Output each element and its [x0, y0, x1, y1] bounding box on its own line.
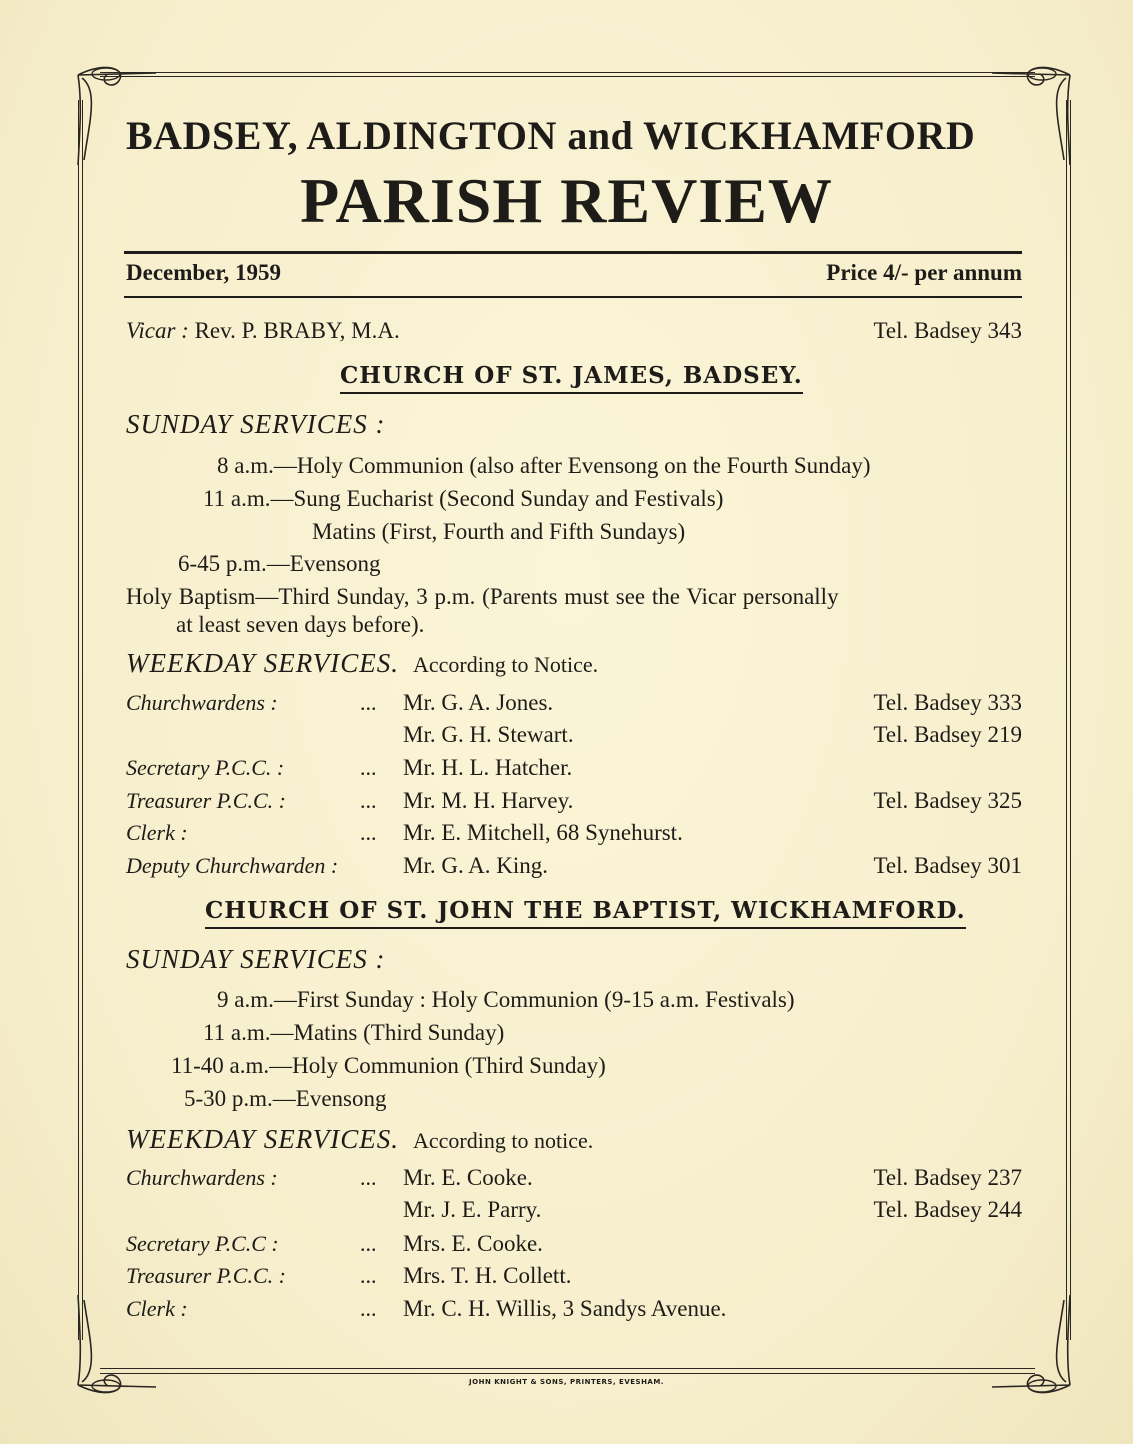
badsey-baptism-line: Holy Baptism—Third Sunday, 3 p.m. (Parents must see the Vicar personally: [126, 584, 839, 609]
officer-role: Churchwardens :: [126, 690, 278, 715]
officer-name: Mrs. E. Cooke.: [403, 1231, 543, 1256]
vicar-line: [126, 318, 400, 344]
issue-price: Price 4/- per annum: [826, 260, 1022, 285]
masthead-rule-top: [124, 251, 1022, 254]
badsey-service: 6-45 p.m.—Evensong: [178, 551, 381, 576]
officer-name: Mr. G. A. King.: [403, 853, 549, 878]
officer-role: Treasurer P.C.C. :: [126, 788, 286, 813]
officer-tel: Tel. Badsey 219: [873, 722, 1022, 747]
weekday-label-text: WEEKDAY SERVICES.: [126, 1124, 399, 1154]
weekday-note: According to notice.: [413, 1128, 594, 1153]
masthead-title: PARISH REVIEW: [300, 165, 833, 236]
officer-tel: Tel. Badsey 244: [873, 1197, 1022, 1222]
officer-name: Mr. C. H. Willis, 3 Sandys Avenue.: [403, 1296, 727, 1321]
officer-role: Deputy Churchwarden :: [126, 853, 339, 878]
leader-dots: ...: [360, 690, 377, 715]
officer-role: Secretary P.C.C :: [126, 1231, 279, 1256]
officer-name: Mr. M. H. Harvey.: [403, 788, 574, 813]
frame-bottom-rule: [100, 1368, 1035, 1369]
officer-name: Mr. G. H. Stewart.: [403, 722, 574, 747]
leader-dots: ...: [360, 820, 377, 845]
officer-tel: Tel. Badsey 333: [873, 690, 1022, 715]
frame-top-rule: [100, 72, 1035, 73]
leader-dots: ...: [360, 1165, 377, 1190]
officer-tel: Tel. Badsey 325: [873, 788, 1022, 813]
issue-date: December, 1959: [126, 260, 281, 285]
officer-role: Clerk :: [126, 820, 188, 845]
badsey-sunday-label: SUNDAY SERVICES :: [126, 409, 386, 439]
officer-name: Mr. J. E. Parry.: [403, 1197, 542, 1222]
officer-tel: Tel. Badsey 237: [873, 1165, 1022, 1190]
wickhamford-service: 11-40 a.m.—Holy Communion (Third Sunday): [171, 1053, 606, 1078]
officer-name: Mr. H. L. Hatcher.: [403, 755, 573, 780]
officer-role: Secretary P.C.C. :: [126, 755, 285, 780]
frame-right-rule: [1066, 100, 1067, 1340]
badsey-church-heading: CHURCH OF ST. JAMES, BADSEY.: [340, 362, 803, 389]
badsey-service: 8 a.m.—Holy Communion (also after Evensong on the Fourth Sunday): [217, 453, 871, 478]
officer-name: Mr. E. Mitchell, 68 Synehurst.: [403, 820, 683, 845]
officer-name: Mrs. T. H. Collett.: [403, 1263, 572, 1288]
wickhamford-sunday-label: SUNDAY SERVICES :: [126, 944, 386, 974]
wickhamford-weekday-label: [126, 1124, 593, 1155]
leader-dots: ...: [360, 788, 377, 813]
officer-tel: Tel. Badsey 301: [873, 853, 1022, 878]
badsey-weekday-label: [126, 648, 598, 679]
wickhamford-church-heading: CHURCH OF ST. JOHN THE BAPTIST, WICKHAMFORD.: [205, 897, 966, 924]
printer-imprint: JOHN KNIGHT & SONS, PRINTERS, EVESHAM.: [469, 1378, 664, 1386]
weekday-note: According to Notice.: [413, 652, 599, 677]
wickhamford-service: 5-30 p.m.—Evensong: [184, 1086, 387, 1111]
leader-dots: ...: [360, 1296, 377, 1321]
frame-left-rule: [78, 100, 79, 1340]
masthead-parishes: BADSEY, ALDINGTON and WICKHAMFORD: [126, 113, 976, 158]
wickhamford-service: 9 a.m.—First Sunday : Holy Communion (9-15 a.m. Festivals): [217, 987, 795, 1012]
leader-dots: ...: [360, 755, 377, 780]
vicar-label: Vicar :: [126, 318, 189, 343]
officer-role: Clerk :: [126, 1296, 188, 1321]
badsey-service: 11 a.m.—Sung Eucharist (Second Sunday and Festivals): [203, 486, 724, 511]
badsey-service: Matins (First, Fourth and Fifth Sundays): [312, 519, 686, 544]
officer-name: Mr. G. A. Jones.: [403, 690, 554, 715]
badsey-baptism-line: at least seven days before).: [176, 612, 425, 637]
masthead-rule-bottom: [124, 296, 1022, 298]
officer-name: Mr. E. Cooke.: [403, 1165, 533, 1190]
vicar-tel: Tel. Badsey 343: [873, 318, 1022, 343]
officer-role: Churchwardens :: [126, 1165, 278, 1190]
wickhamford-service: 11 a.m.—Matins (Third Sunday): [203, 1020, 505, 1045]
leader-dots: ...: [360, 1231, 377, 1256]
officer-role: Treasurer P.C.C. :: [126, 1263, 286, 1288]
weekday-label-text: WEEKDAY SERVICES.: [126, 648, 399, 678]
vicar-name: Rev. P. BRABY, M.A.: [194, 318, 400, 343]
leader-dots: ...: [360, 1263, 377, 1288]
